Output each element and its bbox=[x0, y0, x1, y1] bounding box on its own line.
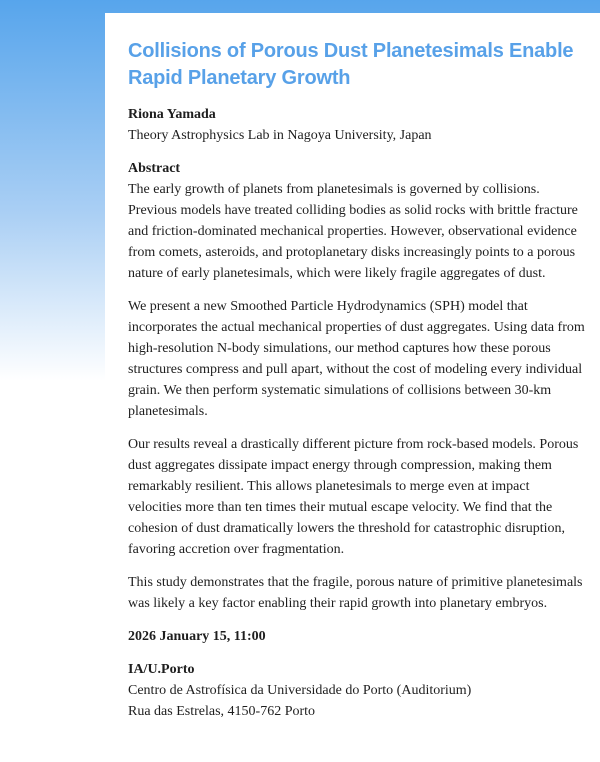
abstract-paragraph: Our results reveal a drastically different picture from rock-based models. Porous dust aggregates dissipate impact energy through compression, making them remarkably resilient. This allows planetesimals to merge even at impact velocities more than ten times their mutual escape velocity. We find that the cohesion of dust dramatically lowers the threshold for catastrophic disruption, favoring accretion over fragmentation. bbox=[128, 437, 579, 557]
abstract-section bbox=[128, 158, 586, 614]
venue-name: IA/U.Porto bbox=[128, 662, 195, 677]
abstract-heading: Abstract bbox=[128, 161, 181, 176]
author-affiliation: Theory Astrophysics Lab in Nagoya University, Japan bbox=[128, 128, 432, 143]
venue-address-line1: Centro de Astrofísica da Universidade do Porto (Auditorium) bbox=[128, 683, 472, 698]
announcement-card bbox=[105, 13, 600, 762]
author-block bbox=[128, 104, 586, 146]
event-datetime: 2026 January 15, 11:00 bbox=[128, 629, 266, 644]
abstract-paragraph: We present a new Smoothed Particle Hydrodynamics (SPH) model that incorporates the actual mechanical properties of dust aggregates. Using data from high-resolution N-body simulations, our method captures how these porous structures compress and pull apart, without the cost of modeling every individual grain. We then perform systematic simulations of collisions between 30-km planetesimals. bbox=[128, 299, 585, 419]
venue-address-line2: Rua das Estrelas, 4150-762 Porto bbox=[128, 704, 316, 719]
venue-block bbox=[128, 659, 586, 722]
abstract-paragraph: The early growth of planets from planetesimals is governed by collisions. Previous models have treated colliding bodies as solid rocks with brittle fracture and friction-dominated mechanical properties. However, observational evidence from comets, asteroids, and protoplanetary disks increasingly points to a porous nature of early planetesimals, which were likely fragile aggregates of dust. bbox=[128, 182, 578, 281]
abstract-paragraph: This study demonstrates that the fragile, porous nature of primitive planetesimals was likely a key factor enabling their rapid growth into planetary embryos. bbox=[128, 575, 583, 611]
author-name: Riona Yamada bbox=[128, 107, 216, 122]
page-title: Collisions of Porous Dust Planetesimals Enable Rapid Planetary Growth bbox=[128, 40, 574, 89]
